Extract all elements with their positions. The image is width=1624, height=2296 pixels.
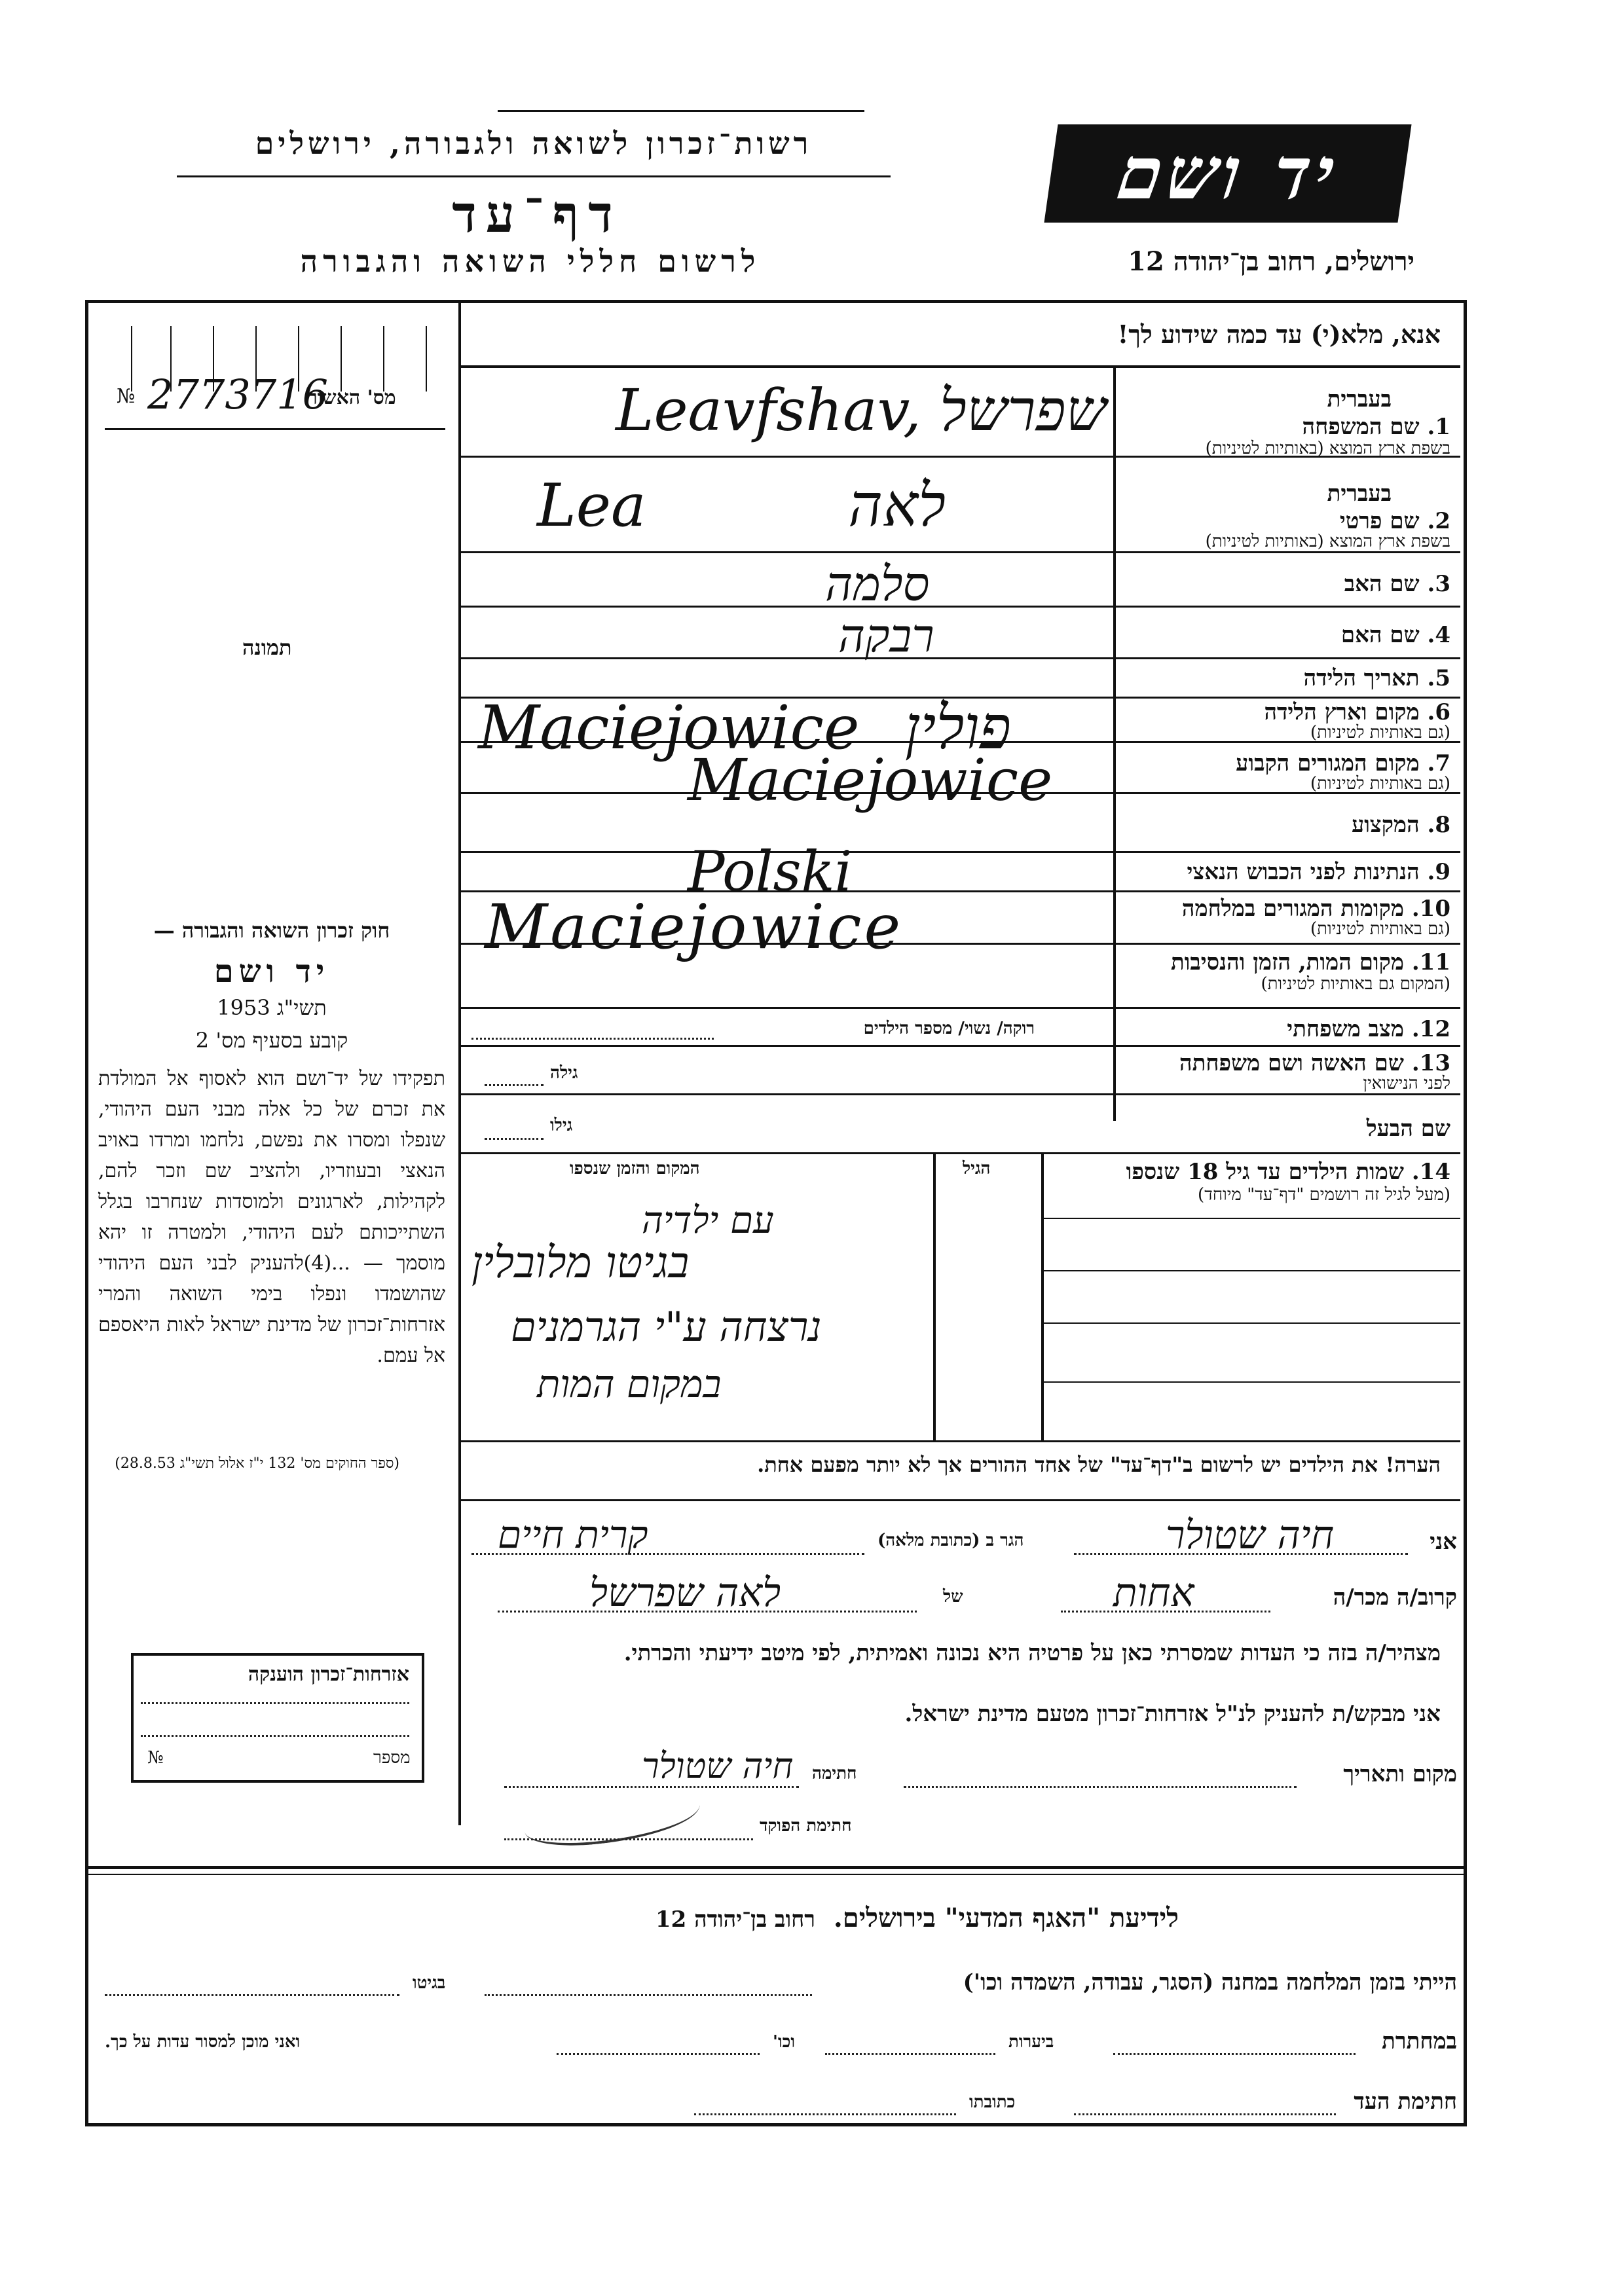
marital-options: רוקה/ נשוי/ מספר הילדים xyxy=(863,1019,1035,1038)
field-10-label: 10. מקומות המגורים במלחמה xyxy=(1181,896,1450,922)
wife-age-label: גילה xyxy=(550,1063,578,1083)
children-col-age: הגיל xyxy=(963,1159,991,1178)
law-body: תפקידו של יד־ושם הוא לאסוף אל המולדת את זכרם של כל אלה מבני העם היהודי, שנפלו ומסרו את נפשם, נלחמו ומרדו באויב הנאצי ובעוזריו, ולהציב שם וזכר להם, לקהילות, לארגונים ולמוסדות שנחרבו בגלל השתייכותם לעם היהודי, ולמטרה זו יהא מוסמך — ...(4)להעניק לבני העם היהודי שהושמדו ונפלו בימי השואה והמרי אזרחות־זכרון של מדינת ישראל לאות היאספם אל עמם. xyxy=(98,1067,446,1367)
field-2-hebrew-tag: בעברית xyxy=(1327,481,1392,507)
approval-number: 2773716 xyxy=(147,371,329,418)
archive-line2-b: ביערות xyxy=(1008,2032,1054,2052)
law-footnote: (ספר החוקים מס' 132 י"ז אלול תשי"ג 28.8.53) xyxy=(115,1455,399,1472)
field-4-label: 4. שם האם xyxy=(1340,622,1450,648)
decl-official-sign: חתימת הפוקד xyxy=(760,1816,852,1836)
field-1-hebrew-tag: בעברית xyxy=(1327,386,1392,412)
field-9-value: Polski xyxy=(688,839,853,903)
yad-vashem-logo xyxy=(1044,124,1411,223)
archive-line3-b: כתובתו xyxy=(969,2092,1016,2112)
child-entry-1: עם ילדיה xyxy=(642,1199,774,1242)
field-2-note: בשפת ארץ המוצא (באותיות לטיניות) xyxy=(1205,532,1450,551)
husband-label: שם הבעל xyxy=(1366,1116,1450,1142)
law-year: תשי"ג 1953 xyxy=(217,995,327,1020)
note-line: הערה! את הילדים יש לרשום ב"דף־עד" של אחד ההורים אך לא יותר מפעם אחת. xyxy=(757,1452,1441,1477)
form-subtitle: לרשום חללי השואה והגבורה xyxy=(300,244,761,279)
decl-request: אני מבקש/ת להעניק לנ"ל אזרחות־זכרון מטעם מדינת ישראל. xyxy=(904,1701,1441,1727)
children-note: (מעל לגיל זה רושמים "דף־עד" מיוחד) xyxy=(1198,1185,1450,1205)
law-section: קובע בסעיף מס' 2 xyxy=(195,1028,348,1053)
field-3-label: 3. שם האב xyxy=(1344,571,1450,597)
child-entry-4: במקום המות xyxy=(537,1362,722,1406)
field-1-label: 1. שם המשפחה xyxy=(1302,414,1450,440)
citizenship-num-prefix: № xyxy=(147,1748,164,1768)
field-1-note: בשפת ארץ המוצא (באותיות לטיניות) xyxy=(1205,439,1450,458)
decl-of: של xyxy=(943,1587,963,1607)
archive-line3-a: חתימת העד xyxy=(1354,2088,1457,2115)
decl-relative: קרוב/ה מכר/ה xyxy=(1333,1584,1457,1611)
field-5-label: 5. תאריך הלידה xyxy=(1303,665,1450,691)
archive-title: לידיעת "האגף המדעי" בירושלים. רחוב בן־יהודה 12 xyxy=(655,1903,1179,1933)
field-13-label: 13. שם האשה ושם משפחתה xyxy=(1179,1050,1450,1076)
field-8-label: 8. המקצוע xyxy=(1351,812,1450,838)
form-title: דף־עד xyxy=(452,185,622,244)
field-6-value: Maciejowice פולין xyxy=(478,693,1012,763)
logo-text: יד ושם xyxy=(1112,131,1344,215)
field-6-note: (גם באותיות לטיניות) xyxy=(1310,723,1450,742)
citizenship-num-label: מספר xyxy=(373,1748,411,1768)
decl-place-date: מקום ותאריך xyxy=(1343,1761,1457,1787)
archive-line2-a: במחתרת xyxy=(1382,2028,1457,2054)
field-7-value: Maciejowice xyxy=(688,746,1053,814)
field-6-label: 6. מקום וארץ הלידה xyxy=(1264,699,1450,725)
intro-text: אנא, מלא(י) עד כמה שידוע לך! xyxy=(1117,319,1441,349)
field-2-label: 2. שם פרטי xyxy=(1339,508,1450,534)
archive-line2-c: וכו' xyxy=(773,2032,795,2052)
child-entry-3: נרצחה ע"י הגרמנים xyxy=(511,1303,822,1351)
field-12-label: 12. מצב משפחתי xyxy=(1287,1016,1450,1042)
decl-of-value: לאה שפרשל xyxy=(589,1570,781,1616)
field-7-note: (גם באותיות לטיניות) xyxy=(1310,774,1450,793)
field-10-value: Maciejowice xyxy=(485,892,904,963)
field-9-label: 9. הנתינות לפני הכבוש הנאצי xyxy=(1187,859,1450,885)
field-3-value: סלמה xyxy=(825,556,930,611)
field-7-label: 7. מקום המגורים הקבוע xyxy=(1236,750,1450,776)
archive-line1-a: הייתי בזמן המלחמה במחנה (הסגר, עבודה, השמדה וכו') xyxy=(963,1969,1457,1995)
husband-age-label: גילו xyxy=(550,1116,573,1135)
decl-address-value: קרית חיים xyxy=(498,1512,648,1557)
photo-label: תמונה xyxy=(242,635,292,660)
decl-sign-label: חתימה xyxy=(812,1764,857,1783)
archive-line2-d: ואני מוכן למסור עדות על כך. xyxy=(105,2032,301,2052)
field-4-value: רבקה xyxy=(838,609,934,663)
field-1-value: Leavfshav, שפרשל xyxy=(616,376,1107,444)
law-title: חוק זכרון השואה והגבורה — xyxy=(153,918,390,943)
citizenship-title: אזרחות־זכרון הוענקה xyxy=(248,1663,409,1686)
field-11-note: (המקום גם באותיות לטיניות) xyxy=(1261,974,1450,994)
field-2-value: Lea לאה xyxy=(537,471,946,540)
decl-ani: אני xyxy=(1430,1529,1457,1555)
archive-line1-b: בגיטו xyxy=(413,1973,446,1993)
approval-prefix: № xyxy=(117,385,136,408)
field-10-note: (גם באותיות לטיניות) xyxy=(1310,919,1450,939)
decl-sign-value: חיה שטולר xyxy=(642,1745,794,1787)
decl-relation-value: אחות xyxy=(1113,1570,1194,1616)
children-label: 14. שמות הילדים עד גיל 18 שנספו xyxy=(1126,1159,1450,1185)
decl-ani-value: חיה שטולר xyxy=(1166,1512,1335,1558)
org-line: רשות־זכרון לשואה ולגבורה, ירושלים xyxy=(255,126,813,161)
children-col-place: המקום והזמן שנספו xyxy=(570,1159,700,1178)
child-entry-2: בגיטו מלובלין xyxy=(471,1237,690,1288)
decl-resides: הגר ב (כתובת מלאה) xyxy=(877,1531,1024,1550)
field-11-label: 11. מקום המות, הזמן והנסיבות xyxy=(1170,949,1450,975)
field-13-note: לפני הנישואין xyxy=(1363,1074,1450,1093)
decl-statement: מצהיר/ה בזה כי העדות שמסרתי כאן על פרטיה היא נכונה ואמיתית, לפי מיטב ידיעתי והכרתי. xyxy=(623,1640,1441,1666)
approval-label: מס' האשור xyxy=(308,386,396,409)
law-name: יד ושם xyxy=(213,953,330,990)
header-address: ירושלים, רחוב בן־יהודה 12 xyxy=(1128,246,1414,277)
